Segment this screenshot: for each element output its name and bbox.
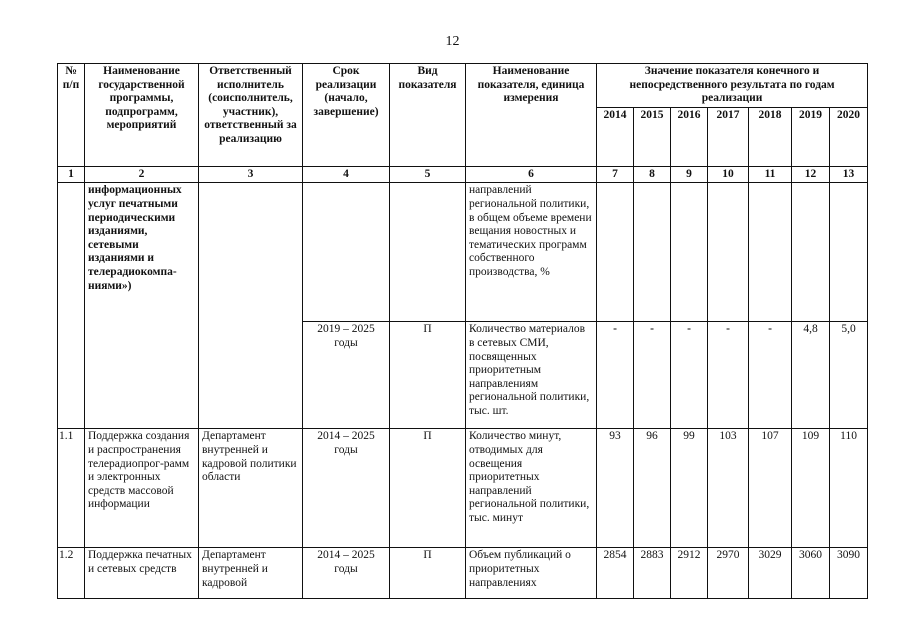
row-number: 1.1 — [58, 429, 85, 548]
row-term: 2014 – 2025 годы — [303, 548, 390, 599]
row-executor: Департамент внутренней и кадровой политики области — [199, 429, 303, 548]
row-executor — [199, 183, 303, 429]
column-number: 4 — [303, 166, 390, 183]
row-type: П — [390, 429, 466, 548]
column-number: 12 — [792, 166, 830, 183]
row-value — [749, 183, 792, 322]
column-number: 5 — [390, 166, 466, 183]
indicators-table — [57, 63, 868, 599]
row-number: 1.2 — [58, 548, 85, 599]
row-value — [671, 183, 708, 322]
row-indicator: Количество материалов в сетевых СМИ, посвященных приоритетным направлениям региональной политики, тыс. шт. — [466, 322, 597, 429]
row-value: 109 — [792, 429, 830, 548]
row-value: 96 — [634, 429, 671, 548]
header-year: 2016 — [671, 107, 708, 166]
row-term — [303, 183, 390, 322]
column-number: 6 — [466, 166, 597, 183]
row-type: П — [390, 548, 466, 599]
header-col-name: Наименование государственной программы, подпрограмм, мероприятий — [85, 64, 199, 167]
row-value: - — [597, 322, 634, 429]
table-row — [58, 548, 868, 599]
row-indicator: Количество минут, отводимых для освещения приоритетных направлений региональной политики, тыс. минут — [466, 429, 597, 548]
row-value: 3090 — [830, 548, 868, 599]
header-year: 2018 — [749, 107, 792, 166]
row-value: 2854 — [597, 548, 634, 599]
header-year: 2015 — [634, 107, 671, 166]
table-row — [58, 429, 868, 548]
row-number — [58, 183, 85, 429]
header-col-type: Вид показателя — [390, 64, 466, 167]
row-value: 103 — [708, 429, 749, 548]
row-value: 110 — [830, 429, 868, 548]
column-number: 1 — [58, 166, 85, 183]
row-value: 3029 — [749, 548, 792, 599]
row-value — [634, 183, 671, 322]
column-number: 8 — [634, 166, 671, 183]
header-col-term: Срок реализации (начало, завершение) — [303, 64, 390, 167]
row-name: Поддержка создания и распространения телерадиопрог-рамм и электронных средств массовой информации — [85, 429, 199, 548]
row-name: Поддержка печатных и сетевых средств — [85, 548, 199, 599]
row-term: 2019 – 2025 годы — [303, 322, 390, 429]
row-value: - — [671, 322, 708, 429]
header-year: 2020 — [830, 107, 868, 166]
row-value — [792, 183, 830, 322]
row-value: 93 — [597, 429, 634, 548]
row-value — [597, 183, 634, 322]
header-row — [58, 64, 868, 108]
row-type: П — [390, 322, 466, 429]
header-year: 2014 — [597, 107, 634, 166]
row-indicator: Объем публикаций о приоритетных направлениях — [466, 548, 597, 599]
row-value: 5,0 — [830, 322, 868, 429]
row-type — [390, 183, 466, 322]
column-number: 11 — [749, 166, 792, 183]
column-number-row — [58, 166, 868, 183]
row-value: 2912 — [671, 548, 708, 599]
column-number: 7 — [597, 166, 634, 183]
row-value: 3060 — [792, 548, 830, 599]
row-value — [830, 183, 868, 322]
header-col-executor: Ответственный исполнитель (соисполнитель, участник), ответственный за реализацию — [199, 64, 303, 167]
column-number: 10 — [708, 166, 749, 183]
row-value: - — [634, 322, 671, 429]
header-values-group: Значение показателя конечного и непосредственного результата по годам реализации — [597, 64, 868, 108]
header-col-number: № п/п — [58, 64, 85, 167]
row-value: - — [749, 322, 792, 429]
row-value: 2883 — [634, 548, 671, 599]
row-indicator: направлений региональной политики, в общем объеме времени вещания новостных и тематических программ собственного производства, % — [466, 183, 597, 322]
table-row — [58, 183, 868, 322]
row-name: информационных услуг печатными периодическими изданиями, сетевыми изданиями и телерадиокомпа-ниями») — [85, 183, 199, 429]
page-number: 12 — [445, 34, 460, 49]
row-value: 2970 — [708, 548, 749, 599]
row-value — [708, 183, 749, 322]
column-number: 2 — [85, 166, 199, 183]
header-year: 2019 — [792, 107, 830, 166]
header-col-indicator: Наименование показателя, единица измерения — [466, 64, 597, 167]
row-value: 99 — [671, 429, 708, 548]
row-term: 2014 – 2025 годы — [303, 429, 390, 548]
row-executor: Департамент внутренней и кадровой — [199, 548, 303, 599]
column-number: 13 — [830, 166, 868, 183]
row-value: 107 — [749, 429, 792, 548]
row-value: 4,8 — [792, 322, 830, 429]
header-year: 2017 — [708, 107, 749, 166]
column-number: 3 — [199, 166, 303, 183]
column-number: 9 — [671, 166, 708, 183]
row-value: - — [708, 322, 749, 429]
